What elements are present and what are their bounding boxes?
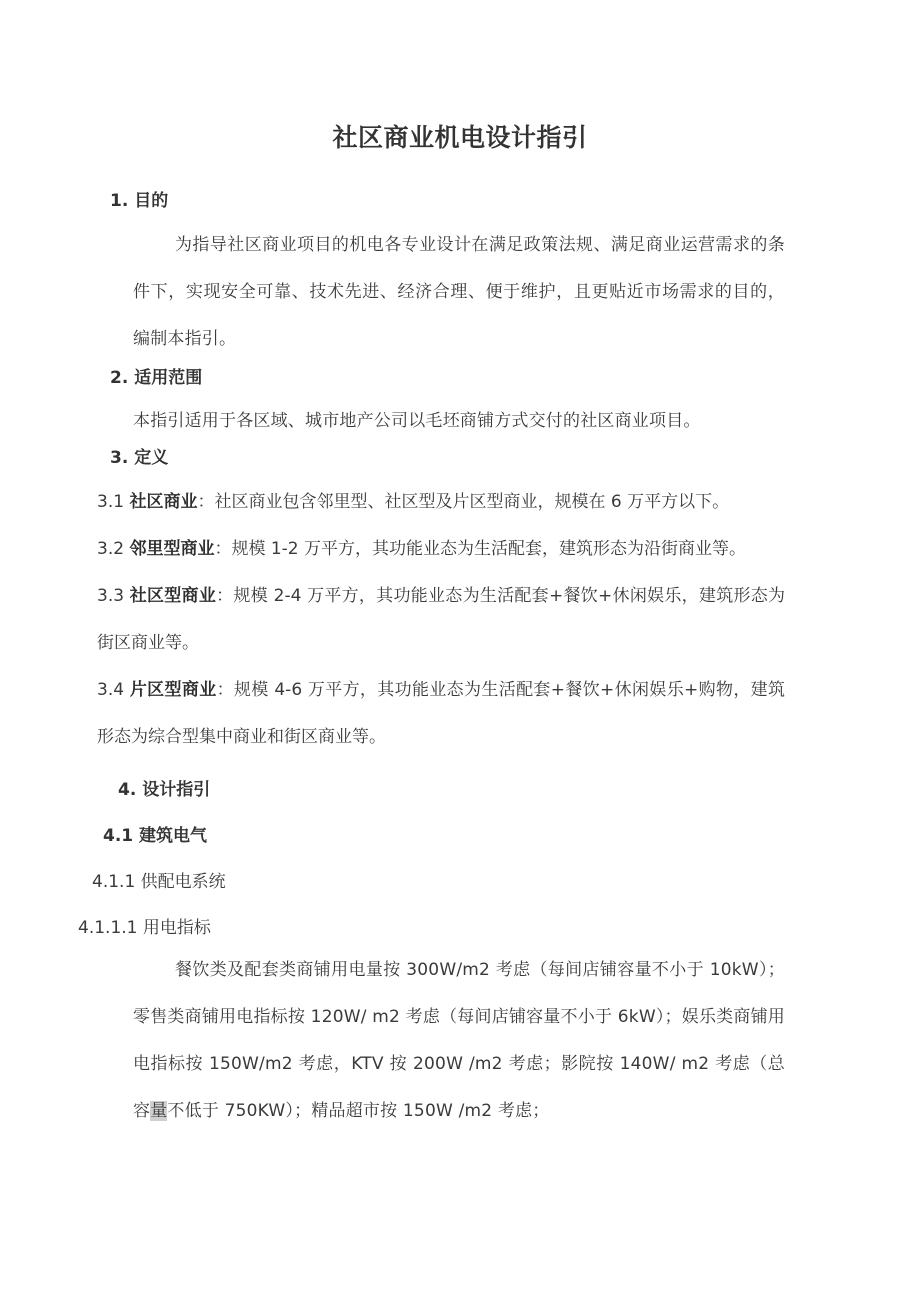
document-content [0, 186, 920, 1135]
definition-number: 3.4 [97, 680, 125, 700]
heading-section-2: 2. 适用范围 [110, 368, 203, 388]
definition-number: 3.2 [97, 539, 125, 559]
definition-text: 规模 1-2 万平方，其功能业态为生活配套，建筑形态为沿街商业等。 [231, 539, 747, 559]
definition-item [0, 526, 920, 573]
page-title: 社区商业机电设计指引 [332, 123, 588, 152]
definition-number: 3.1 [97, 492, 125, 512]
definition-term: 社区型商业 [129, 586, 217, 606]
definition-colon: ： [216, 586, 234, 606]
definition-text: 规模 2-4 万平方，其功能业态为生活配套+餐饮+休闲娱乐，建筑形态为街区商业等。 [97, 586, 786, 653]
paragraph-section-4-1-1-1 [0, 947, 920, 1135]
paragraph-section-2: 本指引适用于各区域、城市地产公司以毛坯商铺方式交付的社区商业项目。 [133, 411, 701, 431]
paragraph-text-part-1: 餐饮类及配套类商铺用电量按 300W/m2 考虑（每间店铺容量不小于 10kW）；零售类商铺用电指标按 120W/ m2 考虑（每间店铺容量不小于 6kW）；娱乐类商铺用电指标按 150W/m2 考虑，KTV 按 200W /m2 考虑；影院按 140W/ m2 考虑（总容 [133, 960, 785, 1121]
heading-section-1: 1. 目的 [110, 191, 169, 211]
definition-term: 片区型商业 [129, 680, 217, 700]
paragraph-text-part-2: 不低于 750KW）；精品超市按 150W /m2 考虑； [167, 1101, 550, 1121]
definition-text: 规模 4-6 万平方，其功能业态为生活配套+餐饮+休闲娱乐+购物，建筑形态为综合型集中商业和街区商业等。 [97, 680, 786, 747]
definition-term: 邻里型商业 [129, 539, 215, 559]
heading-section-4: 4. 设计指引 [118, 780, 211, 800]
highlighted-text: 量 [150, 1101, 168, 1121]
definition-colon: ： [216, 680, 234, 700]
definition-number: 3.3 [97, 586, 125, 606]
heading-section-4-1: 4.1 建筑电气 [103, 826, 208, 846]
heading-section-4-1-1: 4.1.1 供配电系统 [92, 872, 226, 892]
paragraph-section-1: 为指导社区商业项目的机电各专业设计在满足政策法规、满足商业运营需求的条件下，实现安全可靠、技术先进、经济合理、便于维护，且更贴近市场需求的目的，编制本指引。 [133, 235, 785, 349]
heading-section-3: 3. 定义 [110, 448, 169, 468]
definition-item [0, 479, 920, 526]
definition-colon: ： [197, 492, 215, 512]
definition-list [0, 479, 920, 761]
definition-colon: ： [214, 539, 232, 559]
definition-item [0, 573, 920, 667]
definition-term: 社区商业 [129, 492, 198, 512]
definition-text: 社区商业包含邻里型、社区型及片区型商业，规模在 6 万平方以下。 [214, 492, 730, 512]
definition-item [0, 667, 920, 761]
heading-section-4-1-1-1: 4.1.1.1 用电指标 [78, 918, 211, 938]
